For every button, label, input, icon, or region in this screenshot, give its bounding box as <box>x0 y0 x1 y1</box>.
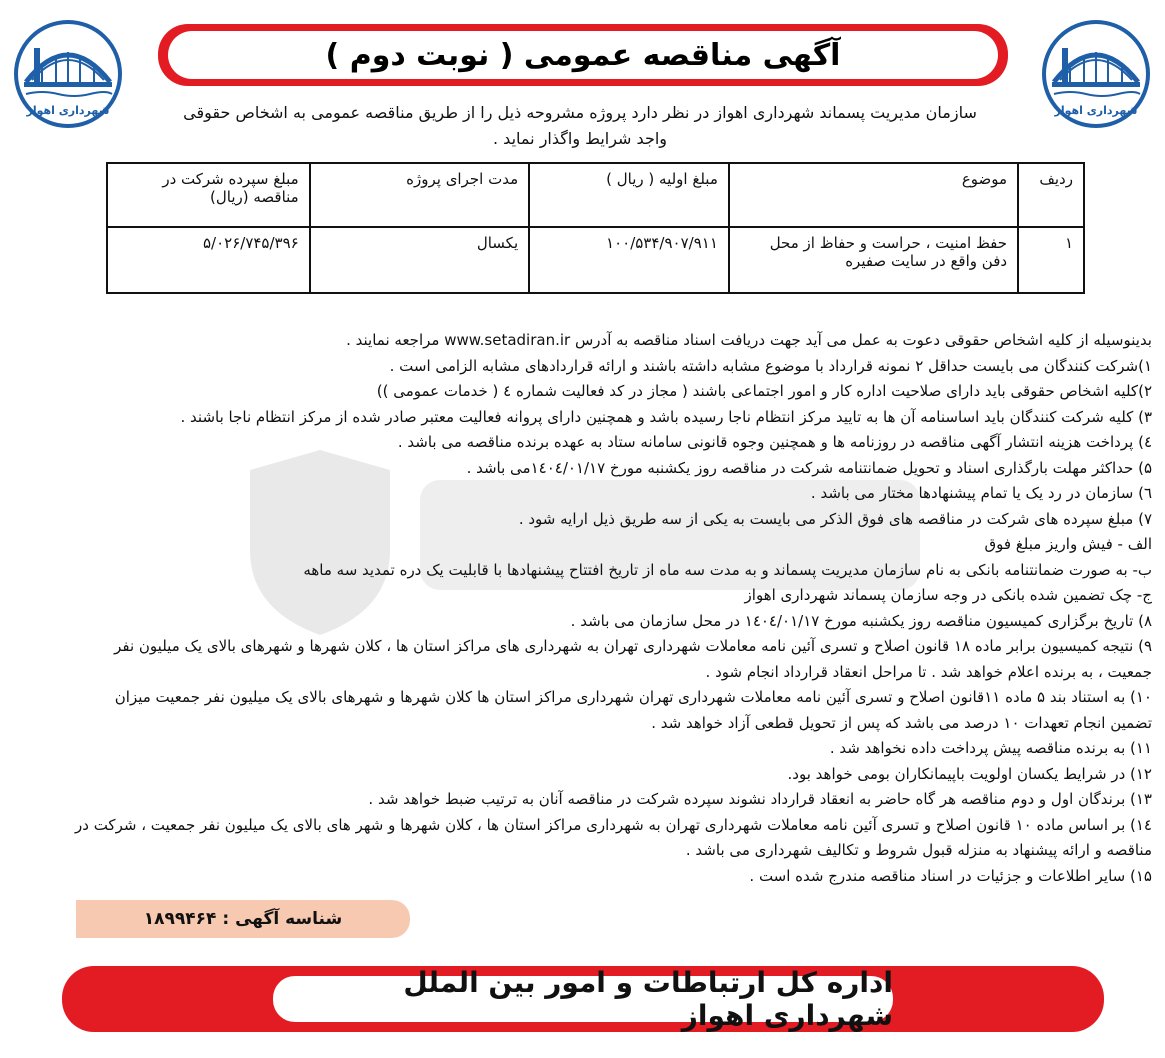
body-line: ب- به صورت ضمانتنامه بانکی به نام سازمان مدیریت پسماند و به مدت سه ماه از تاریخ افتتاح پیشنهادها با قابلیت یک دره تمدید سه ماهه <box>303 560 1152 579</box>
body-line: مناقصه و ارائه پیشنهاد به منزله قبول شروط و تکالیف شهرداری می باشد . <box>685 841 1152 859</box>
tender-table <box>106 162 1085 294</box>
header-initial-amount: مبلغ اولیه ( ریال ) <box>529 163 729 227</box>
body-line: ۲)کلیه اشخاص حقوقی باید دارای صلاحیت اداره کار و امور اجتماعی باشند ( مجاز در کد فعالیت شماره ٤ ( خدمات عمومی )) <box>376 382 1152 400</box>
cell-row-number: ۱ <box>1018 227 1084 293</box>
body-line: ۸) تاریخ برگزاری کمیسیون مناقصه روز یکشنبه مورخ ۱٤۰٤/۰۱/۱۷ در محل سازمان می باشد . <box>570 611 1152 630</box>
body-line: ٦) سازمان در رد یک یا تمام پیشنهادها مختار می باشد . <box>810 484 1152 502</box>
cell-deposit: ۵/۰۲۶/۷۴۵/۳۹۶ <box>107 227 310 293</box>
intro-paragraph <box>150 100 1010 152</box>
conditions-text <box>40 328 1152 889</box>
municipality-logo-right <box>1040 18 1152 130</box>
header-duration: مدت اجرای پروژه <box>310 163 529 227</box>
body-line: ۷) مبلغ سپرده های شرکت در مناقصه های فوق الذکر می بایست به یکی از سه طریق ذیل ارایه شود . <box>518 509 1152 528</box>
bridge-logo-icon <box>1040 18 1152 130</box>
title-banner <box>158 24 1008 86</box>
intro-line-1: سازمان مدیریت پسماند شهرداری اهواز در نظر دارد پروژه مشروحه ذیل را از طریق مناقصه عمومی به اشخاص حقوقی <box>183 103 977 122</box>
body-line: ٤) پرداخت هزینه انتشار آگهی مناقصه در روزنامه ها و همچنین وجوه قانونی سامانه ستاد به عهده برنده مناقصه می باشد . <box>397 433 1152 451</box>
intro-line-2: واجد شرایط واگذار نماید . <box>493 129 667 148</box>
header-deposit: مبلغ سپرده شرکت در مناقصه (ریال) <box>107 163 310 227</box>
body-line: ۱۰) به استناد بند ۵ ماده ۱۱قانون اصلاح و تسری آئین نامه معاملات شهرداری تهران شهرداری مراکز استان ها کلان شهرها و شهرهای بالای یک میلیون نفر جمعیت میزان <box>114 688 1152 706</box>
body-line: ۹) نتیجه کمیسیون برابر ماده ۱۸ قانون اصلاح و تسری آئین نامه معاملات شهرداری تهران به شهرداری های مراکز استان ها ، کلان شهرها و شهرهای بالای یک میلیون نفر <box>114 637 1152 655</box>
body-line: ۱٤) بر اساس ماده ۱۰ قانون اصلاح و تسری آئین نامه معاملات شهرداری تهران به شهرداری مراکز استان ها ، کلان شهرها و شهر های بالای یک میلیون نفر جمعیت ، شرکت در <box>75 815 1152 834</box>
table-row <box>107 227 1084 293</box>
body-line: تضمین انجام تعهدات ۱۰ درصد می باشد که پس از تحویل قطعی آزاد خواهد شد . <box>651 713 1152 732</box>
body-line: جمعیت ، به برنده اعلام خواهد شد . تا مراحل انعقاد قرارداد انجام شود . <box>705 662 1152 681</box>
footer-title: اداره کل ارتباطات و امور بین الملل شهرداری اهواز <box>273 976 893 1022</box>
municipality-logo-left <box>12 18 124 130</box>
page-title: آگهی مناقصه عمومی ( نوبت دوم ) <box>168 31 998 79</box>
cell-subject: حفظ امنیت ، حراست و حفاظ از محل دفن واقع در سایت صفیره <box>729 227 1018 293</box>
header-row-number: ردیف <box>1018 163 1084 227</box>
logo-caption: شهرداری اهواز <box>26 104 110 117</box>
body-line: ۱۱) به برنده مناقصه پیش پرداخت داده نخواهد شد . <box>829 739 1152 757</box>
ad-id-badge: شناسه آگهی : ۱۸۹۹۴۶۴ <box>76 900 410 938</box>
cell-initial-amount: ۱۰۰/۵۳۴/۹۰۷/۹۱۱ <box>529 227 729 293</box>
header-subject: موضوع <box>729 163 1018 227</box>
body-line: ج- چک تضمین شده بانکی در وجه سازمان پسماند شهرداری اهواز <box>744 586 1152 604</box>
table-header-row <box>107 163 1084 227</box>
body-line: ۱۲) در شرایط یکسان اولویت باپیمانکاران بومی خواهد بود. <box>787 764 1152 783</box>
body-line: بدینوسیله از کلیه اشخاص حقوقی دعوت به عمل می آید جهت دریافت اسناد مناقصه به آدرس www.setadiran.ir مراجعه نمایند . <box>346 331 1152 349</box>
bridge-logo-icon <box>12 18 124 130</box>
body-line: ۱۳) برندگان اول و دوم مناقصه هر گاه حاضر به انعقاد قرارداد نشوند سپرده شرکت در مناقصه آنان به ترتیب ضبط خواهد شد . <box>368 790 1152 808</box>
footer-banner <box>62 966 1104 1032</box>
body-line: الف - فیش واریز مبلغ فوق <box>984 535 1152 553</box>
cell-duration: یکسال <box>310 227 529 293</box>
body-line: ۵) حداکثر مهلت بارگذاری اسناد و تحویل ضمانتنامه شرکت در مناقصه روز یکشنبه مورخ ۱٤۰٤/۰۱/۱۷می باشد . <box>466 458 1152 477</box>
body-line: ۳) کلیه شرکت کنندگان باید اساسنامه آن ها به تایید مرکز انتظام ناجا رسیده باشد و همچنین دارای پروانه فعالیت معتبر صادر شده از مرکز انتظام ناجا باشند . <box>180 407 1152 426</box>
logo-caption: شهرداری اهواز <box>1054 104 1138 117</box>
body-line: ۱۵) سایر اطلاعات و جزئیات در اسناد مناقصه مندرج شده است . <box>749 866 1152 885</box>
body-line: ۱)شرکت کنندگان می بایست حداقل ۲ نمونه قرارداد با موضوع مشابه داشته باشند و ارائه قراردادهای مشابه الزامی است . <box>389 356 1152 375</box>
